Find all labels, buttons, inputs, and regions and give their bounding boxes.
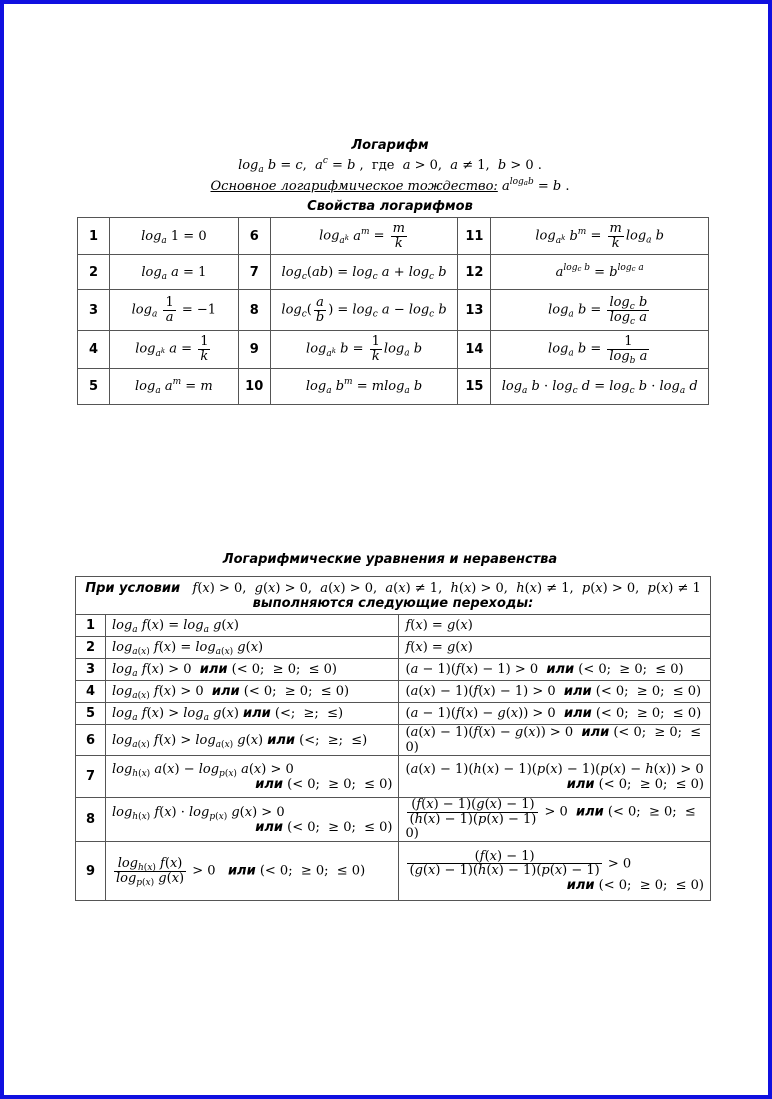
left-formula: $\log_{a(x)} f(x) > 0$ или (< 0; ≥ 0; ≤ 0) xyxy=(105,681,399,703)
table-row xyxy=(76,637,711,659)
ili-word: или xyxy=(199,662,228,677)
right-formula: $\frac{(f(x) - 1)(g(x) - 1)}{(h(x) - 1)(p(x) - 1)}$ > 0 или (< 0; ≥ 0; ≤ 0) xyxy=(399,798,711,842)
prop-number: 8 xyxy=(238,290,270,331)
ili-word: или xyxy=(227,863,256,879)
prop-number: 9 xyxy=(238,331,270,369)
table-row xyxy=(78,218,709,255)
left-formula: $\frac{\log_{h(x)} f(x)}{\log_{p(x)} g(x)}$ > 0 или (< 0; ≥ 0; ≤ 0) xyxy=(105,842,399,901)
prop-number: 1 xyxy=(78,218,110,255)
ili-word: или xyxy=(566,776,595,792)
prop-number: 2 xyxy=(78,255,110,290)
left-formula: $\log_a f(x) = \log_a g(x)$ xyxy=(105,615,399,637)
where-word: где xyxy=(371,158,395,173)
formula: $\log_{a^k} a^m$ = $\frac{m}{k}$ xyxy=(270,218,458,255)
formula: $\log_a a = 1$ xyxy=(109,255,238,290)
formula: $\log_a 1 = 0$ xyxy=(109,218,238,255)
row-number: 7 xyxy=(76,756,106,798)
formula: $\log_{a^k} a$ = $\frac{1}{k}$ xyxy=(109,331,238,369)
prop-number: 11 xyxy=(458,218,491,255)
table-row xyxy=(78,369,709,405)
table-row xyxy=(76,725,711,756)
table-row xyxy=(76,798,711,842)
table-row xyxy=(78,255,709,290)
formula: $\log_a b \cdot \log_c d = \log_c b \cdot \log_a d$ xyxy=(491,369,709,405)
condition-cell: При условии f(x) > 0, g(x) > 0, a(x) > 0, a(x) ≠ 1, h(x) > 0, h(x) ≠ 1, p(x) > 0, p(x) ≠ 1 выполняются следующие переходы: xyxy=(76,577,711,615)
left-formula: $\log_{h(x)} f(x) \cdot \log_{p(x)} g(x) > 0$ или (< 0; ≥ 0; ≤ 0) xyxy=(105,798,399,842)
table-row xyxy=(76,756,711,798)
formula: $\log_a b^m = mlog_a$ b xyxy=(270,369,458,405)
formula: $\log_a b$ = $\frac{\log_c b}{\log_c a}$ xyxy=(491,290,709,331)
ili-word: или xyxy=(581,725,610,740)
prop-number: 14 xyxy=(458,331,491,369)
right-formula: f(x) = g(x) xyxy=(399,637,711,659)
prop-number: 6 xyxy=(238,218,270,255)
table-row xyxy=(76,681,711,703)
row-number: 8 xyxy=(76,798,106,842)
formula: $\log_{a^k} b$ = $\frac{1}{k}$ $\log_a b$ xyxy=(270,331,458,369)
prop-number: 7 xyxy=(238,255,270,290)
table-row xyxy=(78,331,709,369)
right-formula: f(x) = g(x) xyxy=(399,615,711,637)
log-identity: Основное логарифмическое тождество: $a^{log_ab} = b$ . xyxy=(210,177,570,194)
condition-row xyxy=(76,577,711,615)
equations-title: Логарифмические уравнения и неравенства xyxy=(222,552,558,567)
formula: $\log_{a^k} b^m$ = $\frac{m}{k}$ $\log_a b$ xyxy=(491,218,709,255)
ili-word: или xyxy=(243,706,271,721)
table-row xyxy=(76,615,711,637)
table-row xyxy=(76,659,711,681)
log-definition: $\log_a b = c$, $a^c = b$ , где a > 0, a ≠ 1, b > 0 . xyxy=(238,156,542,175)
right-formula: (a(x) − 1)(f(x) − 1) > 0 или (< 0; ≥ 0; ≤ 0) xyxy=(399,681,711,703)
condition-prefix: При условии xyxy=(85,580,181,596)
table-row xyxy=(76,703,711,725)
left-formula: $\log_a f(x) > \log_a g(x)$ или (<; ≥; ≤) xyxy=(105,703,399,725)
ili-word: или xyxy=(563,684,592,699)
right-formula: (a(x) − 1)(f(x) − g(x)) > 0 или (< 0; ≥ 0; ≤ 0) xyxy=(399,725,711,756)
row-number: 3 xyxy=(76,659,106,681)
left-formula: $\log_{a(x)} f(x) = \log_{a(x)} g(x)$ xyxy=(105,637,399,659)
prop-number: 12 xyxy=(458,255,491,290)
ili-word: или xyxy=(576,804,604,820)
properties-title: Свойства логарифмов xyxy=(307,199,473,214)
ili-word: или xyxy=(546,662,575,677)
prop-number: 13 xyxy=(458,290,491,331)
left-formula: $\log_{a(x)} f(x) > \log_{a(x)} g(x)$ или (<; ≥; ≤) xyxy=(105,725,399,756)
right-formula: (a − 1)(f(x) − g(x)) > 0 или (< 0; ≥ 0; ≤ 0) xyxy=(399,703,711,725)
left-formula: $\log_a f(x) > 0$ или (< 0; ≥ 0; ≤ 0) xyxy=(105,659,399,681)
right-formula: (a − 1)(f(x) − 1) > 0 или (< 0; ≥ 0; ≤ 0) xyxy=(399,659,711,681)
title: Логарифм xyxy=(351,138,429,153)
row-number: 4 xyxy=(76,681,106,703)
ili-word: или xyxy=(563,706,592,721)
prop-number: 15 xyxy=(458,369,491,405)
prop-number: 10 xyxy=(238,369,270,405)
formula: $\log_c(ab) = \log_c a + \log_c b$ xyxy=(270,255,458,290)
formula: $\log_a a^m = m$ xyxy=(109,369,238,405)
table-row xyxy=(76,842,711,901)
formula: $\log_c$( $\frac{a}{b}$ ) = $\log_c a - \log_c b$ xyxy=(270,290,458,331)
prop-number: 4 xyxy=(78,331,110,369)
equations-table xyxy=(75,576,711,901)
prop-number: 5 xyxy=(78,369,110,405)
ili-word: или xyxy=(255,819,284,835)
formula: $\log_a$ $\frac{1}{a}$ = −1 xyxy=(109,290,238,331)
row-number: 2 xyxy=(76,637,106,659)
table-row xyxy=(78,290,709,331)
right-formula: (a(x) − 1)(h(x) − 1)(p(x) − 1)(p(x) − h(x)) > 0 или (< 0; ≥ 0; ≤ 0) xyxy=(399,756,711,798)
row-number: 6 xyxy=(76,725,106,756)
row-number: 9 xyxy=(76,842,106,901)
right-formula: $\frac{(f(x) - 1)}{(g(x) - 1)(h(x) - 1)(p(x) - 1)}$ > 0 или (< 0; ≥ 0; ≤ 0) xyxy=(399,842,711,901)
formula: $a^{log_c b} = b^{log_c a}$ xyxy=(491,255,709,290)
row-number: 5 xyxy=(76,703,106,725)
ili-word: или xyxy=(267,732,296,748)
left-formula: $\log_{h(x)} a(x) - \log_{p(x)} a(x) > 0$ или (< 0; ≥ 0; ≤ 0) xyxy=(105,756,399,798)
prop-number: 3 xyxy=(78,290,110,331)
formula: $\log_a b$ = $\frac{1}{\log_b a}$ xyxy=(491,331,709,369)
ili-word: или xyxy=(255,776,284,792)
row-number: 1 xyxy=(76,615,106,637)
properties-table xyxy=(77,217,709,405)
ili-word: или xyxy=(211,684,240,699)
ili-word: или xyxy=(566,877,595,893)
condition-suffix: выполняются следующие переходы: xyxy=(252,595,534,611)
identity-label: Основное логарифмическое тождество: xyxy=(210,179,498,194)
